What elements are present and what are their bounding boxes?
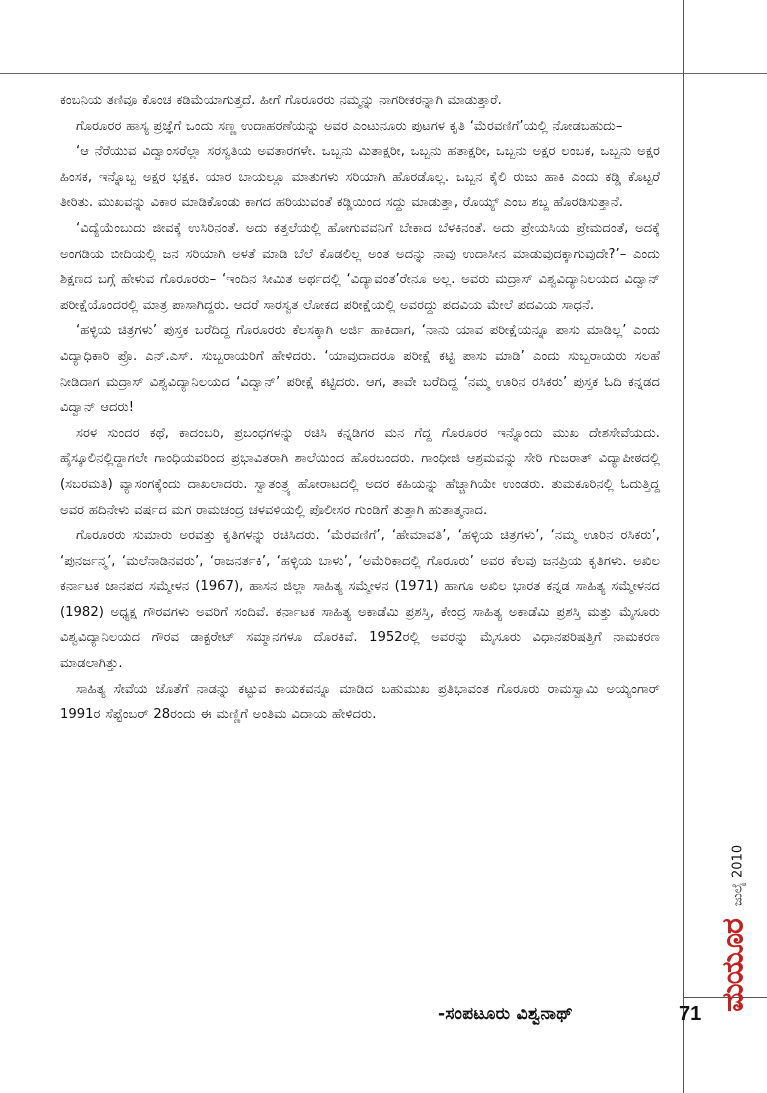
paragraph-2: ಗೊರೂರರ ಹಾಸ್ಯ ಪ್ರಜ್ಞೆಗೆ ಒಂದು ಸಣ್ಣ ಉದಾಹರಣೆಯನ್ನು ಅವರ ಎಂಟುನೂರು ಪುಟಗಳ ಕೃತಿ ‘ಮೆರವಣಿಗೆ’ಯಲ್ಲಿ ನೋಡಬಹುದು– [76,118,623,134]
article-body [60,88,660,728]
page-number: 71 [679,1003,702,1025]
magazine-logo: ಮಯೂರ [715,919,751,1012]
paragraph-1: ಕಂಬನಿಯ ತಣಿವೂ ಕೊಂಚ ಕಡಿಮೆಯಾಗುತ್ತದೆ. ಹೀಗೆ ಗೊರೂರರು ನಮ್ಮನ್ನು ನಾಗರೀಕರನ್ನಾಗಿ ಮಾಡುತ್ತಾರೆ. [60,93,502,108]
paragraph-4: ‘ವಿದ್ಯೆಯೆಂಬುದು ಜೀವಕ್ಕೆ ಉಸಿರಿನಂತೆ. ಅದು ಕತ್ತಲೆಯಲ್ಲಿ ಹೋಗುವವನಿಗೆ ಬೇಕಾದ ಬೆಳಕಿನಂತೆ. ಅದು ಪ್ರೇಯಸಿಯ ಪ್ರೇಮದಂತೆ, ಅದಕ್ಕೆ ಅಂಗಡಿಯ ಬೀದಿಯಲ್ಲಿ ಜನ ಸರಿಯಾಗಿ ಅಳತೆ ಮಾಡಿ ಬೆಲೆ ಕೊಡಲಿಲ್ಲ ಅಂತ ಅದನ್ನು ನಾವು ಉದಾಸೀನ ಮಾಡುವುದಕ್ಕಾಗುವುದೇ?’– ಎಂದು ಶಿಕ್ಷಣದ ಬಗ್ಗೆ ಹೇಳುವ ಗೊರೂರರು– ‘ಇಂದಿನ ಸೀಮಿತ ಅರ್ಥದಲ್ಲಿ ‘ವಿದ್ಯಾವಂತ’ರೇನೂ ಅಲ್ಲ. ಅವರು ಮದ್ರಾಸ್ ವಿಶ್ವವಿದ್ಯಾನಿಲಯದ ವಿದ್ವಾನ್ ಪರೀಕ್ಷೆಯೊಂದರಲ್ಲಿ ಮಾತ್ರ ಪಾಸಾಗಿದ್ದರು. ಆದರೆ ಸಾರಸ್ವತ ಲೋಕದ ಪರೀಕ್ಷೆಯಲ್ಲಿ ಅವರದ್ದು ಪದವಿಯ ಮೇಲೆ ಪದವಿಯ ಸಾಧನೆ. [60,220,660,313]
paragraph-3: ‘ಆ ನೆರೆಯುವ ವಿದ್ವಾಂಸರೆಲ್ಲಾ ಸರಸ್ವತಿಯ ಅವತಾರಗಳೇ. ಒಬ್ಬನು ಮಿತಾಕ್ಷರೀ, ಒಬ್ಬನು ಹತಾಕ್ಷರೀ, ಒಬ್ಬನು ಅಕ್ಷರ ಲಂಬಕ, ಒಬ್ಬನು ಅಕ್ಷರ ಹಿಂಸಕ, ಇನ್ನೊಬ್ಬ ಅಕ್ಷರ ಭಕ್ಷಕ. ಯಾರ ಬಾಯಲ್ಲೂ ಮಾತುಗಳು ಸರಿಯಾಗಿ ಹೊರಡೊಲ್ಲ. ಒಬ್ಬನ ಕೈಲಿ ರುಜು ಹಾಕಿ ಎಂದು ಕಡ್ಡಿ ಕೊಟ್ಟರೆ ತೀರಿತು. ಮುಖವನ್ನು ವಿಕಾರ ಮಾಡಿಕೊಂಡು ಕಾಗದ ಹರಿಯುವಂತೆ ಕಡ್ಡಿಯಿಂದ ಸದ್ದು ಮಾಡುತ್ತಾ, ರೊಯ್ಯ್ ಎಂಬ ಶಬ್ದ ಹೊರಡಿಸುತ್ತಾನೆ. [60,144,660,211]
top-rule [0,73,767,74]
sidebar-divider [683,0,684,1093]
paragraph-7: ಗೊರೂರರು ಸುಮಾರು ಅರವತ್ತು ಕೃತಿಗಳನ್ನು ರಚಿಸಿದರು. ‘ಮೆರವಣಿಗೆ’, ‘ಹೇಮಾವತಿ’, ‘ಹಳ್ಳಿಯ ಚಿತ್ರಗಳು’, ‘ನಮ್ಮ ಊರಿನ ರಸಿಕರು’, ‘ಪುನರ್ಜನ್ಮ’, ‘ಮಲೆನಾಡಿನವರು’, ‘ರಾಜನರ್ತಕಿ’, ‘ಹಳ್ಳಿಯ ಬಾಳು’, ‘ಅಮೆರಿಕಾದಲ್ಲಿ ಗೊರೂರು’ ಅವರ ಕೆಲವು ಜನಪ್ರಿಯ ಕೃತಿಗಳು. ಅಖಿಲ ಕರ್ನಾಟಕ ಜಾನಪದ ಸಮ್ಮೇಳನ (1967), ಹಾಸನ ಜಿಲ್ಲಾ ಸಾಹಿತ್ಯ ಸಮ್ಮೇಳನ (1971) ಹಾಗೂ ಅಖಿಲ ಭಾರತ ಕನ್ನಡ ಸಾಹಿತ್ಯ ಸಮ್ಮೇಳನದ (1982) ಅಧ್ಯಕ್ಷ ಗೌರವಗಳು ಅವರಿಗೆ ಸಂದಿವೆ. ಕರ್ನಾಟಕ ಸಾಹಿತ್ಯ ಅಕಾಡೆಮಿ ಪ್ರಶಸ್ತಿ, ಕೇಂದ್ರ ಸಾಹಿತ್ಯ ಅಕಾಡೆಮಿ ಪ್ರಶಸ್ತಿ ಮತ್ತು ಮೈಸೂರು ವಿಶ್ವವಿದ್ಯಾನಿಲಯದ ಗೌರವ ಡಾಕ್ಟರೇಟ್ ಸಮ್ಮಾನಗಳೂ ದೊರಕಿವೆ. 1952ರಲ್ಲಿ ಅವರನ್ನು ಮೈಸೂರು ವಿಧಾನಪರಿಷತ್ತಿಗೆ ನಾಮಕರಣ ಮಾಡಲಾಗಿತ್ತು. [60,528,660,672]
author-signature: -ಸಂಪಟೂರು ವಿಶ್ವನಾಥ್ [438,1004,574,1024]
paragraph-8: ಸಾಹಿತ್ಯ ಸೇವೆಯ ಜೊತೆಗೆ ನಾಡನ್ನು ಕಟ್ಟುವ ಕಾಯಕವನ್ನೂ ಮಾಡಿದ ಬಹುಮುಖ ಪ್ರತಿಭಾವಂತ ಗೊರೂರು ರಾಮಸ್ವಾಮಿ ಅಯ್ಯಂಗಾರ್ 1991ರ ಸೆಪ್ಟೆಂಬರ್ 28ರಂದು ಈ ಮಣ್ಣಿಗೆ ಅಂತಿಮ ವಿದಾಯ ಹೇಳಿದರು. [60,681,660,723]
issue-month: ಜುಲೈ 2010 [730,844,746,907]
paragraph-6: ಸರಳ ಸುಂದರ ಕಥೆ, ಕಾದಂಬರಿ, ಪ್ರಬಂಧಗಳನ್ನು ರಚಿಸಿ ಕನ್ನಡಿಗರ ಮನ ಗೆದ್ದ ಗೊರೂರರ ಇನ್ನೊಂದು ಮುಖ ದೇಶಸೇವೆಯದು. ಹೈಸ್ಕೂಲಿನಲ್ಲಿದ್ದಾಗಲೇ ಗಾಂಧಿಯವರಿಂದ ಪ್ರಭಾವಿತರಾಗಿ ಶಾಲೆಯಿಂದ ಹೊರಬಂದರು. ಗಾಂಧೀಜಿ ಆಶ್ರಮವನ್ನು ಸೇರಿ ಗುಜರಾತ್ ವಿದ್ಯಾಪೀಠದಲ್ಲಿ (ಸಬರಮತಿ) ವ್ಯಾಸಂಗಕ್ಕೆಂದು ದಾಖಲಾದರು. ಸ್ವಾತಂತ್ರ್ಯ ಹೋರಾಟದಲ್ಲಿ ಅದರ ಕಹಿಯನ್ನು ಹೆಚ್ಚಾಗಿಯೇ ಉಂಡರು. ತುಮಕೂರಿನಲ್ಲಿ ಓದುತ್ತಿದ್ದ ಅವರ ಹದಿನೇಳು ವರ್ಷದ ಮಗ ರಾಮಚಂದ್ರ ಚಳವಳಿಯಲ್ಲಿ ಪೊಲೀಸರ ಗುಂಡಿಗೆ ತುತ್ತಾಗಿ ಹುತಾತ್ಮನಾದ. [60,425,660,518]
paragraph-5: ‘ಹಳ್ಳಿಯ ಚಿತ್ರಗಳು’ ಪುಸ್ತಕ ಬರೆದಿದ್ದ ಗೊರೂರರು ಕೆಲಸಕ್ಕಾಗಿ ಅರ್ಜಿ ಹಾಕಿದಾಗ, ‘ನಾನು ಯಾವ ಪರೀಕ್ಷೆಯನ್ನೂ ಪಾಸು ಮಾಡಿಲ್ಲ’ ಎಂದು ವಿದ್ಯಾಧಿಕಾರಿ ಪ್ರೊ. ಎನ್.ಎಸ್. ಸುಬ್ಬರಾಯರಿಗೆ ಹೇಳಿದರು. ‘ಯಾವುದಾದರೂ ಪರೀಕ್ಷೆ ಕಟ್ಟಿ ಪಾಸು ಮಾಡಿ’ ಎಂದು ಸುಬ್ಬರಾಯರು ಸಲಹೆ ನೀಡಿದಾಗ ಮದ್ರಾಸ್ ವಿಶ್ವವಿದ್ಯಾನಿಲಯದ ‘ವಿದ್ವಾನ್’ ಪರೀಕ್ಷೆ ಕಟ್ಟಿದರು. ಆಗ, ತಾವೇ ಬರೆದಿದ್ದ ‘ನಮ್ಮ ಊರಿನ ರಸಿಕರು’ ಪುಸ್ತಕ ಓದಿ ಕನ್ನಡದ ವಿದ್ವಾನ್ ಆದರು! [60,323,660,416]
